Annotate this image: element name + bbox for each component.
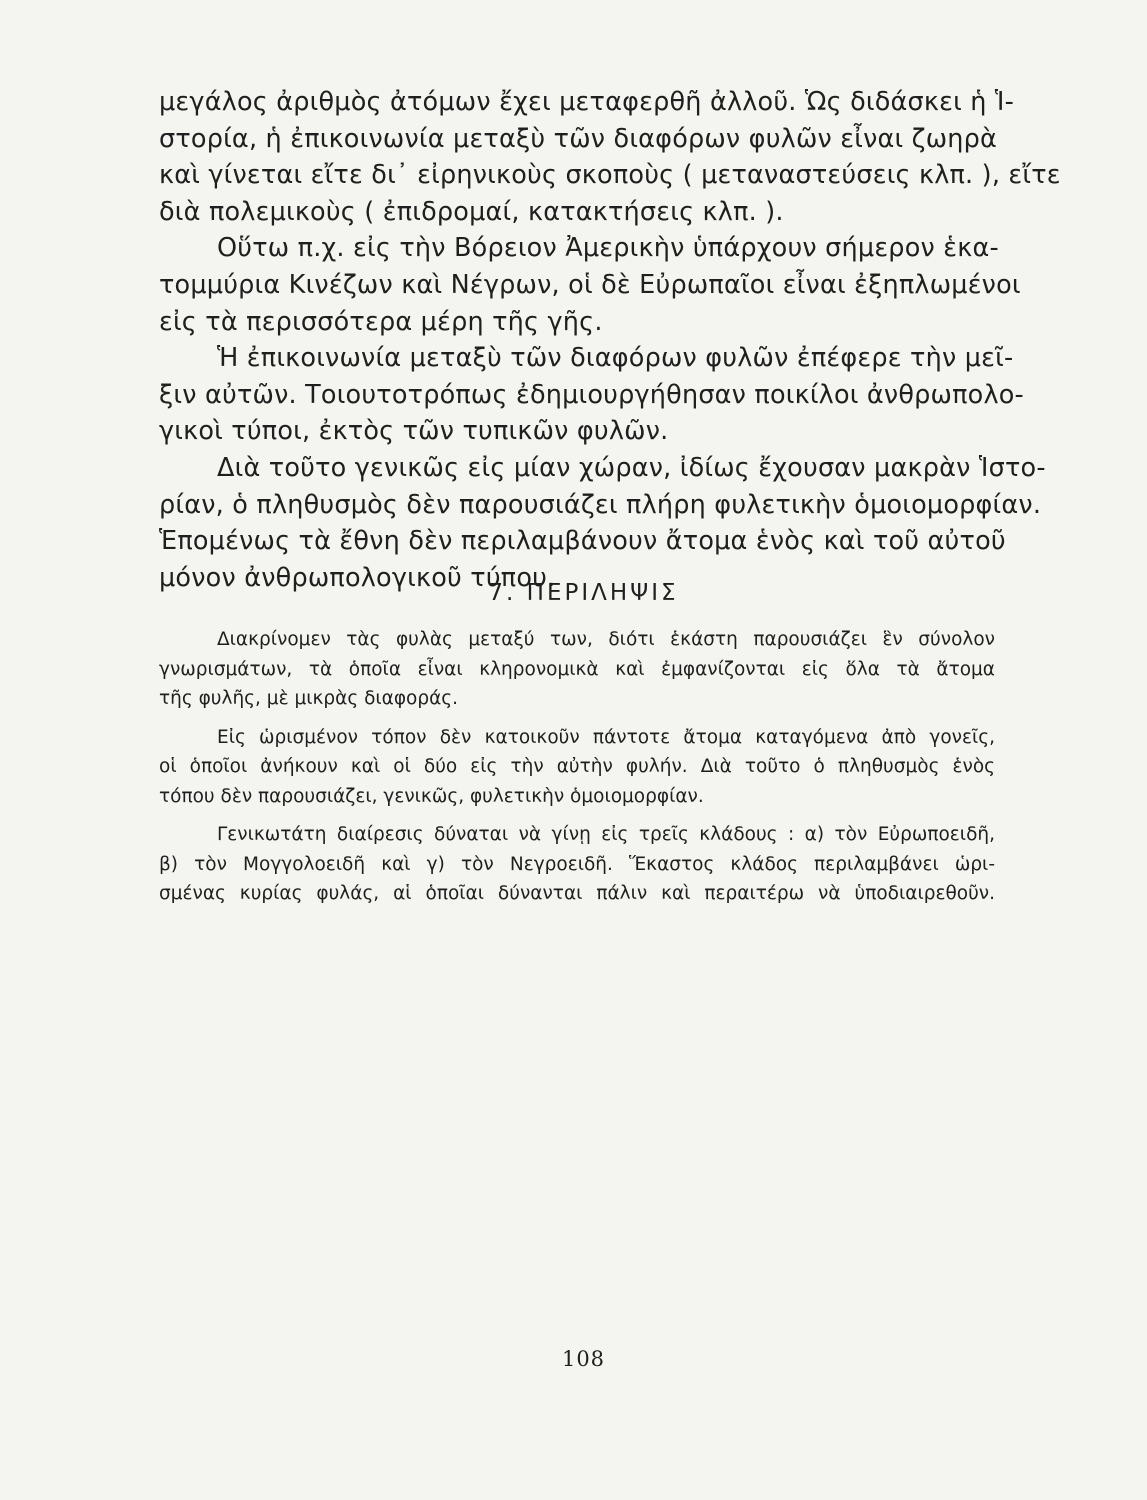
text-line: Ἡ ἐπικοινωνία μεταξὺ τῶν διαφόρων φυλῶν ἐπέφερε τὴν μεῖ- bbox=[217, 343, 1014, 374]
summary-line: τόπου δὲν παρουσιάζει, γενικῶς, φυλετικὴν ὁμοιομορφίαν. bbox=[159, 785, 704, 807]
page-number: 108 bbox=[561, 1347, 606, 1371]
summary-line: Εἰς ὡρισμένον τόπον δὲν κατοικοῦν πάντοτε ἄτομα καταγόμενα ἀπὸ γονεῖς, bbox=[217, 726, 995, 748]
summary-line: Διακρίνομεν τὰς φυλὰς μεταξύ των, διότι ἑκάστη παρουσιάζει ἓν σύνολον bbox=[217, 629, 995, 650]
text-line: μεγάλος ἀριθμὸς ἀτόμων ἔχει μεταφερθῆ ἀλλοῦ. Ὡς διδάσκει ἡ Ἱ- bbox=[159, 87, 1015, 117]
text-line: τομμύρια Κινέζων καὶ Νέγρων, οἱ δὲ Εὐρωπαῖοι εἶναι ἐξηπλωμένοι bbox=[159, 269, 1021, 300]
summary-line: Γενικωτάτη διαίρεσις δύναται νὰ γίνῃ εἰς τρεῖς κλάδους : α) τὸν Εὐρωποειδῆ, bbox=[217, 824, 995, 845]
summary-line: τῆς φυλῆς, μὲ μικρὰς διαφοράς. bbox=[159, 688, 459, 709]
text-line: Οὕτω π.χ. εἰς τὴν Βόρειον Ἀμερικὴν ὑπάρχουν σήμερον ἑκα- bbox=[217, 233, 999, 264]
summary-text bbox=[159, 625, 995, 909]
text-line: μόνον ἀνθρωπολογικοῦ τύπου. bbox=[159, 562, 556, 593]
text-line: ρίαν, ὁ πληθυσμὸς δὲν παρουσιάζει πλήρη φυλετικὴν ὁμοιομορφίαν. bbox=[159, 489, 1042, 520]
section-heading: 7. ΠΕΡΙΛΗΨΙΣ bbox=[488, 580, 679, 606]
summary-line: β) τὸν Μογγολοειδῆ καὶ γ) τὸν Νεγροειδῆ. Ἕκαστος κλάδος περιλαμβάνει ὡρι- bbox=[159, 853, 995, 875]
text-line: Ἑπομένως τὰ ἔθνη δὲν περιλαμβάνουν ἄτομα ἑνὸς καὶ τοῦ αὐτοῦ bbox=[159, 526, 1006, 557]
main-body-text bbox=[159, 84, 1061, 596]
text-line: διὰ πολεμικοὺς ( ἐπιδρομαί, κατακτήσεις κλπ. ). bbox=[159, 196, 784, 227]
text-line: στορία, ἡ ἐπικοινωνία μεταξὺ τῶν διαφόρων φυλῶν εἶναι ζωηρὰ bbox=[159, 123, 998, 154]
summary-line: σμένας κυρίας φυλάς, αἱ ὁποῖαι δύνανται πάλιν καὶ περαιτέρω νὰ ὑποδιαιρεθοῦν. bbox=[159, 883, 995, 904]
summary-line: οἱ ὁποῖοι ἀνήκουν καὶ οἱ δύο εἰς τὴν αὐτὴν φυλήν. Διὰ τοῦτο ὁ πληθυσμὸς ἑνὸς bbox=[159, 756, 995, 777]
text-line: εἰς τὰ περισσότερα μέρη τῆς γῆς. bbox=[159, 306, 603, 337]
text-line: γικοὶ τύποι, ἐκτὸς τῶν τυπικῶν φυλῶν. bbox=[159, 416, 669, 447]
text-line: καὶ γίνεται εἴτε δι᾿ εἰρηνικοὺς σκοποὺς ( μεταναστεύσεις κλπ. ), εἴτε bbox=[159, 160, 1061, 191]
text-line: Διὰ τοῦτο γενικῶς εἰς μίαν χώραν, ἰδίως ἔχουσαν μακρὰν Ἱστο- bbox=[217, 452, 1046, 483]
summary-line: γνωρισμάτων, τὰ ὁποῖα εἶναι κληρονομικὰ καὶ ἐμφανίζονται εἰς ὅλα τὰ ἄτομα bbox=[159, 658, 995, 680]
text-line: ξιν αὐτῶν. Τοιουτοτρόπως ἐδημιουργήθησαν ποικίλοι ἀνθρωπολο- bbox=[159, 379, 1024, 410]
